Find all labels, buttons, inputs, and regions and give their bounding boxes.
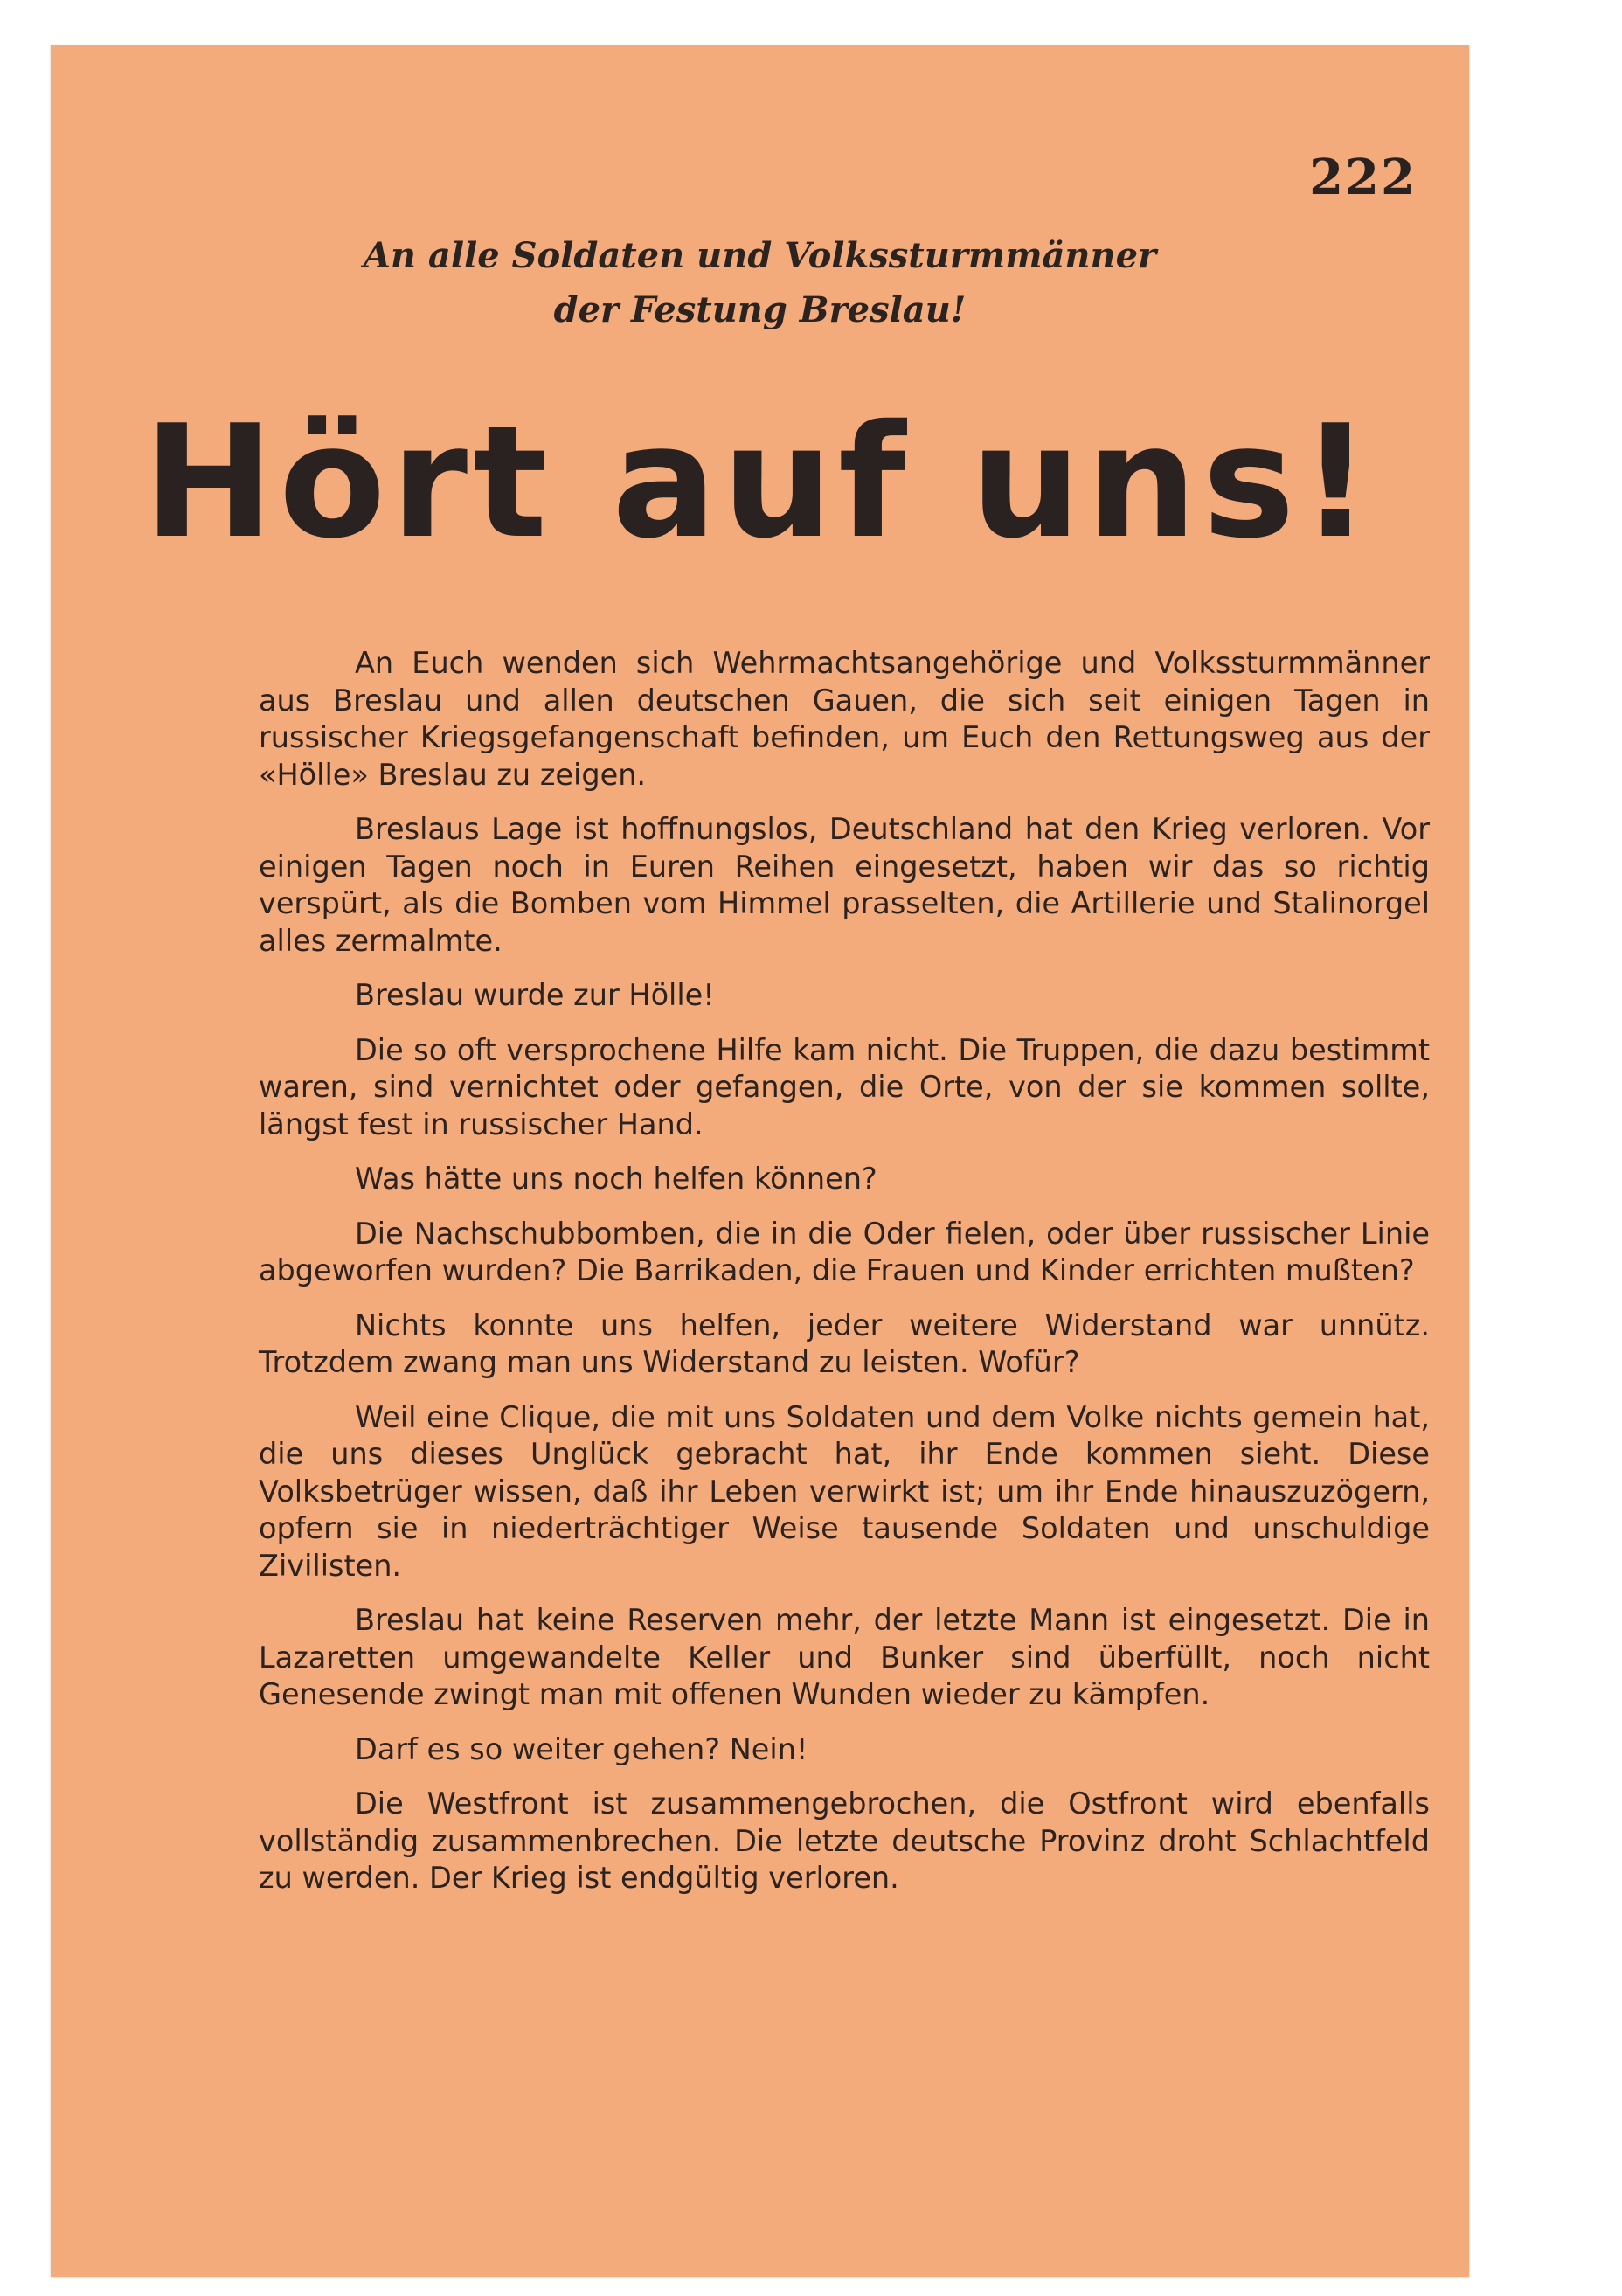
paragraph-7: Nichts konnte uns helfen, jeder weitere Widerstand war unnütz. Trotzdem zwang man uns Widerstand zu leisten. Wofür? <box>259 1308 1430 1379</box>
body-text <box>259 645 1430 1915</box>
address-line-2: der Festung Breslau! <box>553 289 967 330</box>
headline: Hört auf uns! <box>143 392 1376 572</box>
paragraph-1: An Euch wenden sich Wehrmachtsangehörige und Volkssturmmänner aus Breslau und allen deutschen Gauen, die sich seit einigen Tagen in russischer Kriegsgefangenschaft befinden, um Euch den Rettungsweg aus der «Hölle» Breslau zu zeigen. <box>259 646 1430 792</box>
paragraph-3: Breslau wurde zur Hölle! <box>355 978 715 1012</box>
paragraph-4: Die so oft versprochene Hilfe kam nicht. Die Truppen, die dazu bestimmt waren, sind vernichtet oder gefangen, die Orte, von der sie kommen sollte, längst fest in russischer Hand. <box>259 1032 1430 1141</box>
paragraph-6: Die Nachschubbomben, die in die Oder fielen, oder über russischer Linie abgeworfen wurden? Die Barrikaden, die Frauen und Kinder errichten mußten? <box>259 1216 1430 1287</box>
paragraph-5: Was hätte uns noch helfen können? <box>355 1162 877 1196</box>
paragraph-10: Darf es so weiter gehen? Nein! <box>355 1731 808 1766</box>
paragraph-8: Weil eine Clique, die mit uns Soldaten und dem Volke nichts gemein hat, die uns dieses Unglück gebracht hat, ihr Ende kommen sieht. Diese Volksbetrüger wissen, daß ihr Leben verwirkt ist; um ihr Ende hinauszuzögern, opfern sie in niederträchtiger Weise tausende Soldaten und unschuldige Zivilisten. <box>259 1399 1430 1583</box>
paragraph-9: Breslau hat keine Reserven mehr, der letzte Mann ist eingesetzt. Die in Lazaretten umgewandelte Keller und Bunker sind überfüllt, noch nicht Genesende zwingt man mit offenen Wunden wieder zu kämpfen. <box>259 1603 1430 1711</box>
address-line-1: An alle Soldaten und Volkssturmmänner <box>363 235 1157 276</box>
address-heading <box>51 229 1469 337</box>
paragraph-2: Breslaus Lage ist hoffnungslos, Deutschland hat den Krieg verloren. Vor einigen Tagen noch in Euren Reihen eingesetzt, haben wir das so richtig verspürt, als die Bomben vom Himmel prasselten, die Artillerie und Stalinorgel alles zermalmte. <box>259 812 1430 958</box>
paragraph-11: Die Westfront ist zusammengebrochen, die Ostfront wird ebenfalls vollständig zusammenbrechen. Die letzte deutsche Provinz droht Schlachtfeld zu werden. Der Krieg ist endgültig verloren. <box>259 1786 1430 1895</box>
document-number: 222 <box>1309 149 1417 206</box>
